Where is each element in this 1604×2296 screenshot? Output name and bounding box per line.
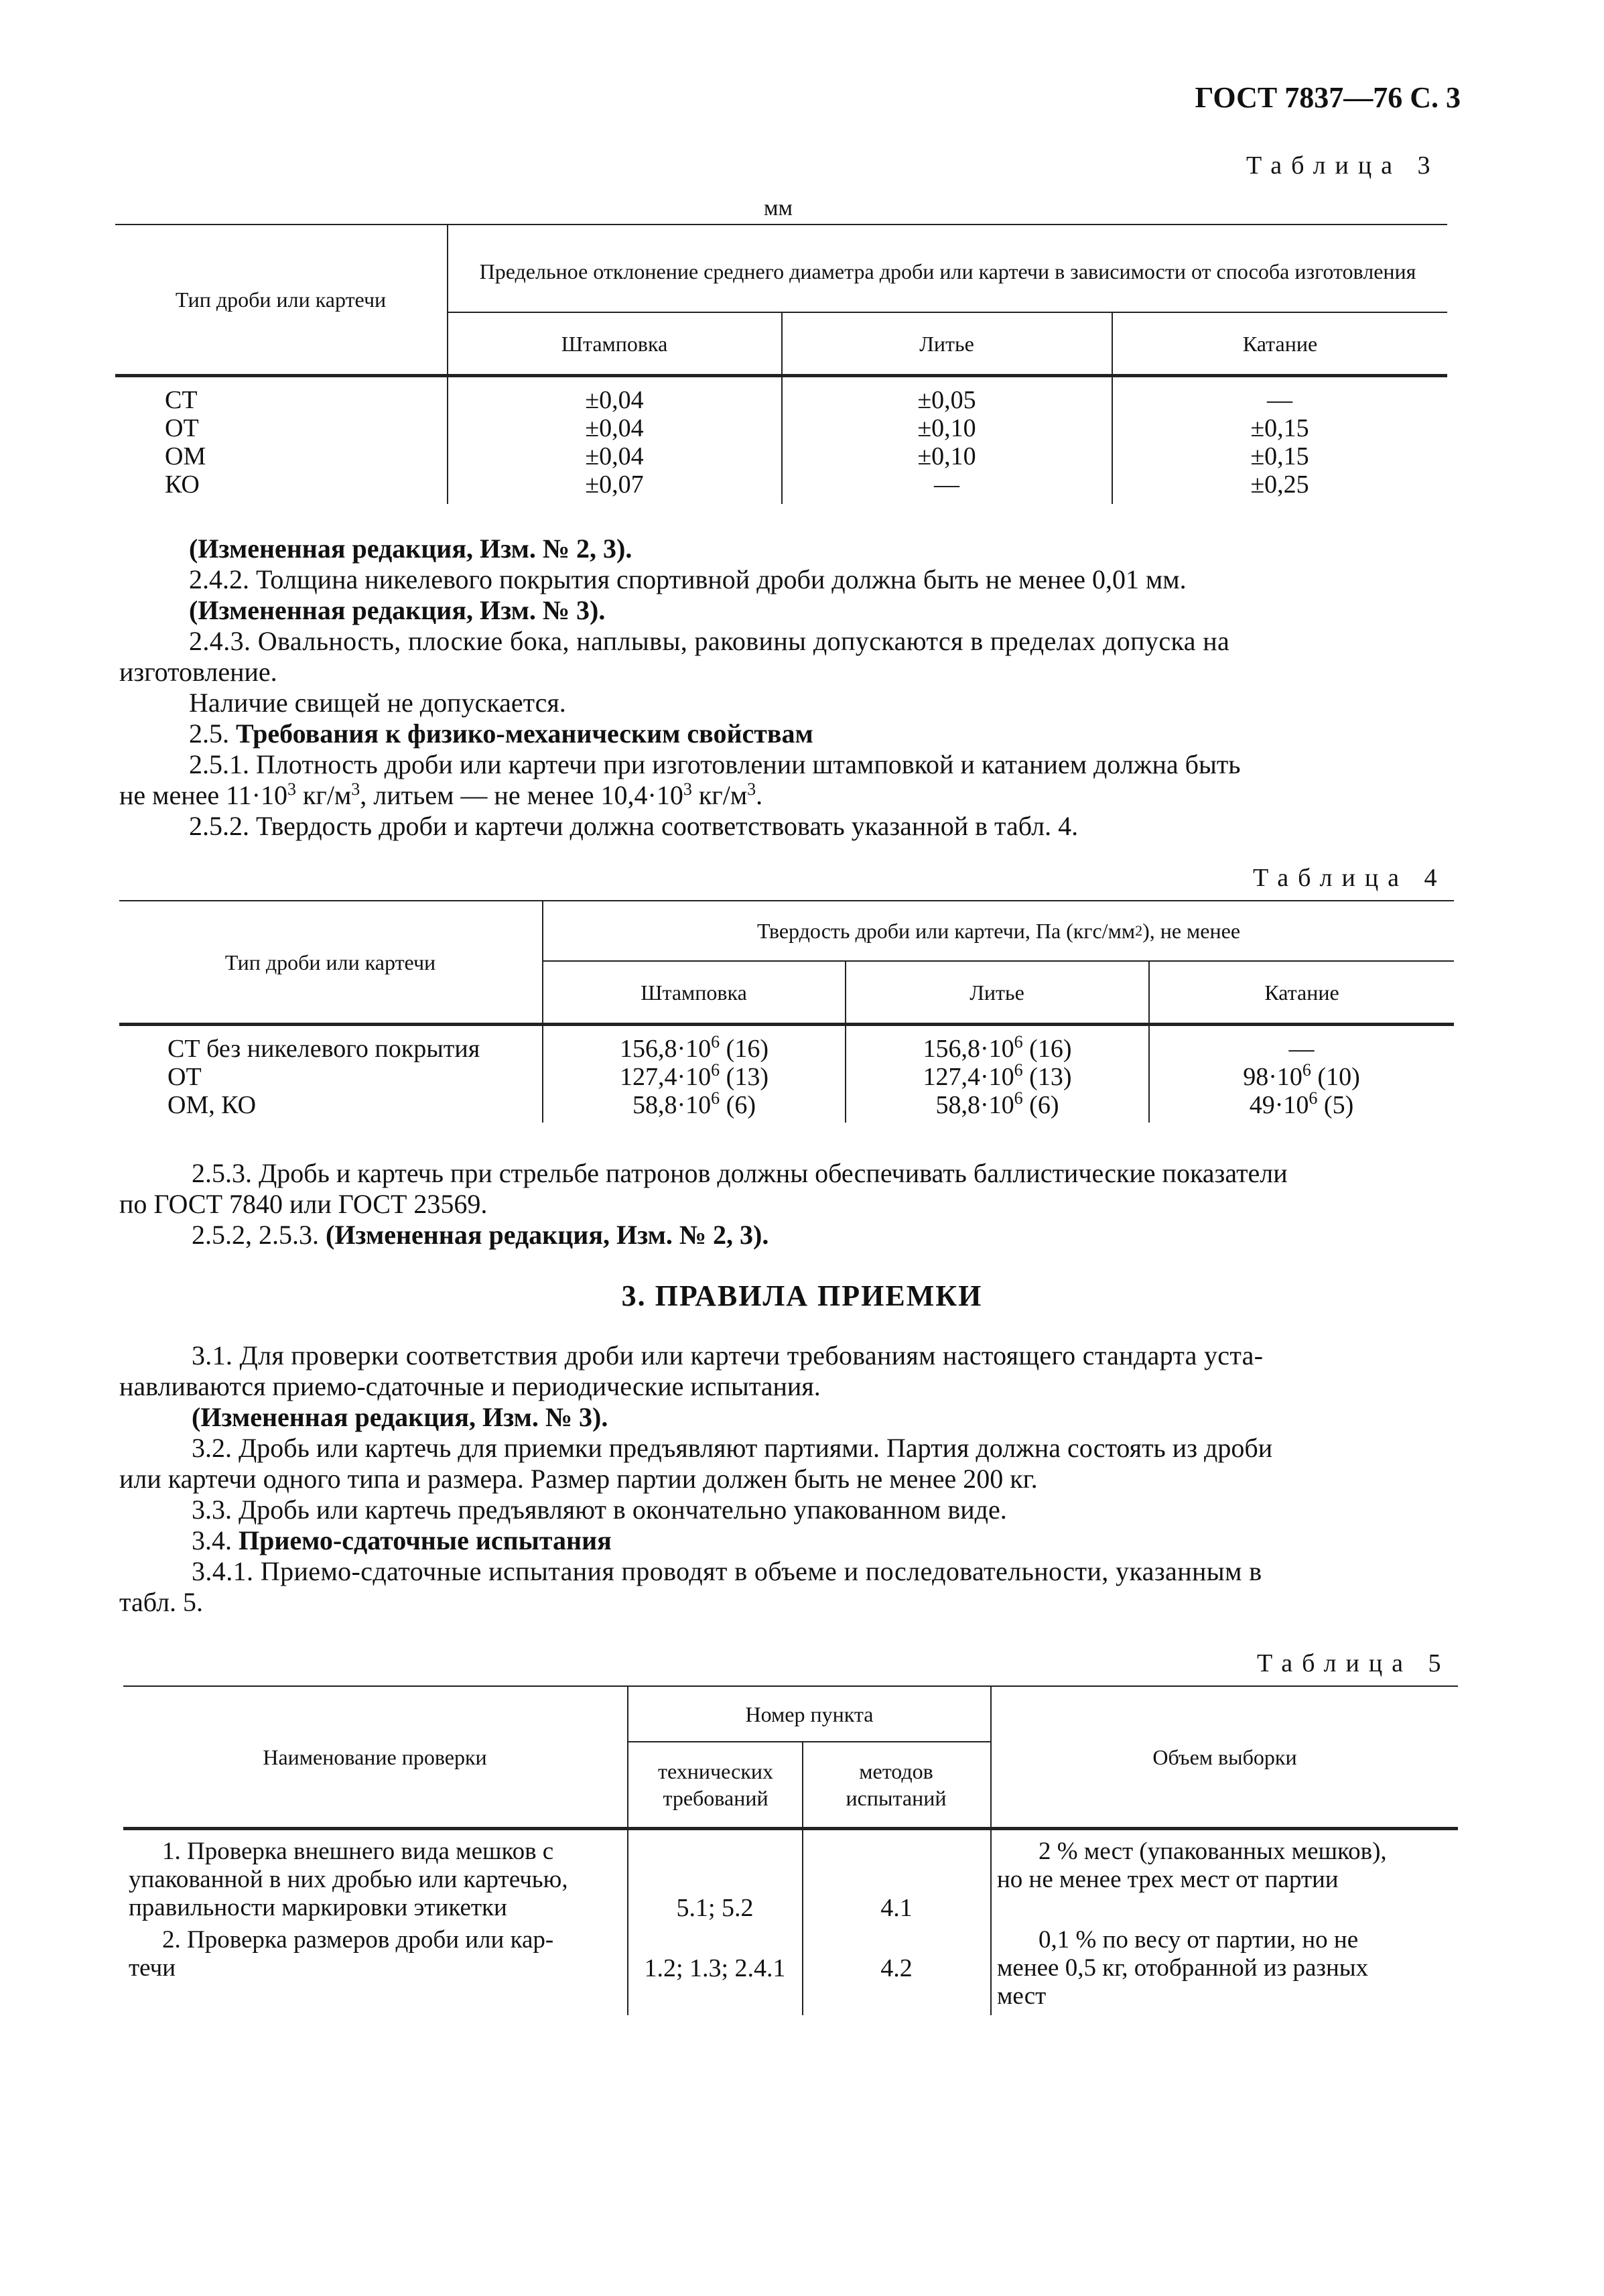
- para-2-5-3: 2.5.3. Дробь и картечь при стрельбе патронов должны обеспечивать баллистические показатели: [192, 1158, 1288, 1188]
- table5-cell-methods: 4.1: [880, 1894, 913, 1922]
- table4-cell: $127,4\cdot 10^6$ (13): [923, 1060, 1072, 1091]
- amend-note: (Измененная редакция, Изм. № 3).: [189, 595, 606, 625]
- para-2-4-3-cont: изготовление.: [119, 657, 277, 687]
- table3-sub-stamp: Штамповка: [561, 332, 668, 356]
- table3-cell: ±0,07: [585, 470, 644, 499]
- amend-note: 2.5.2, 2.5.3. (Измененная редакция, Изм. № 2, 3).: [192, 1220, 769, 1250]
- para-2-4-2: 2.4.2. Толщина никелевого покрытия спортивной дроби должна быть не менее 0,01 мм.: [189, 564, 1187, 594]
- para-3-3: 3.3. Дробь или картечь предъявляют в окончательно упакованном виде.: [192, 1494, 1007, 1525]
- table3-caption: Таблица 3: [1246, 151, 1440, 180]
- table5-row-name: правильности маркировки этикетки: [129, 1894, 507, 1921]
- table3-row-type: ОМ: [165, 442, 206, 470]
- table5-cell-tech: 5.1; 5.2: [676, 1894, 754, 1922]
- table4-col-group: Твердость дроби или картечи, Па (кгс/мм 2 ), не менее: [756, 919, 1241, 943]
- amend-note: (Измененная редакция, Изм. № 3).: [192, 1402, 608, 1432]
- para-2-5-3-cont: по ГОСТ 7840 или ГОСТ 23569.: [119, 1189, 488, 1219]
- table3-cell: ±0,10: [917, 442, 976, 470]
- para-2-5-2: 2.5.2. Твердость дроби и картечи должна соответствовать указанной в табл. 4.: [189, 811, 1079, 841]
- table3-cell: ±0,04: [585, 414, 644, 442]
- table5-cell-sample: но не менее трех мест от партии: [997, 1866, 1339, 1893]
- table3-cell: ±0,04: [585, 442, 644, 470]
- table3-cell: ±0,15: [1250, 442, 1309, 470]
- table4-cell: —: [1288, 1035, 1315, 1063]
- table4-row-type: ОТ: [168, 1063, 202, 1091]
- table3-cell: ±0,04: [585, 386, 644, 414]
- table5-cell-sample: 0,1 % по весу от партии, но не: [1039, 1926, 1359, 1954]
- table3-cell: —: [934, 470, 959, 499]
- para-2-4-3: 2.4.3. Овальность, плоские бока, наплывы, раковины допускаются в пределах допуска на: [189, 626, 1230, 656]
- section-number: 3.4.: [192, 1525, 232, 1555]
- table4-cell: $156,8\cdot 10^6$ (16): [923, 1032, 1072, 1063]
- table3-cell: ±0,10: [917, 414, 976, 442]
- page-header: ГОСТ 7837—76 С. 3: [1195, 81, 1461, 114]
- table5-col-group: Номер пункта: [745, 1702, 874, 1726]
- table3-cell: ±0,05: [917, 386, 976, 414]
- section-title: Приемо-сдаточные испытания: [239, 1525, 612, 1555]
- table3-cell: ±0,25: [1250, 470, 1309, 499]
- table3-cell: —: [1267, 386, 1292, 414]
- table3-row-type: КО: [165, 470, 200, 499]
- table5-row-name: 1. Проверка внешнего вида мешков с: [162, 1838, 554, 1865]
- para-3-1-cont: навливаются приемо-сдаточные и периодические испытания.: [119, 1371, 821, 1401]
- table5-col-name: Наименование проверки: [263, 1744, 487, 1769]
- table5-row-name: упакованной в них дробью или картечью,: [129, 1866, 568, 1893]
- table5-row-name: 2. Проверка размеров дроби или кар-: [162, 1926, 554, 1954]
- table5-col-methods: методов испытаний: [846, 1759, 947, 1810]
- table4-cell: $58,8\cdot 10^6$ (6): [935, 1088, 1059, 1119]
- table4-row-type: СТ без никелевого покрытия: [168, 1035, 480, 1063]
- table4-cell: $58,8\cdot 10^6$ (6): [632, 1088, 756, 1119]
- table3-sub-cast: Литье: [919, 332, 974, 356]
- table4-cell: $49\cdot 10^6$ (5): [1249, 1088, 1354, 1119]
- table5-caption: Таблица 5: [1257, 1649, 1451, 1677]
- para-3-4-1: 3.4.1. Приемо-сдаточные испытания проводят в объеме и последовательности, указанным в: [192, 1556, 1262, 1586]
- table5-cell-sample: менее 0,5 кг, отобранной из разных: [997, 1954, 1369, 1982]
- amend-note: (Измененная редакция, Изм. № 2, 3).: [189, 533, 632, 564]
- table4-caption: Таблица 4: [1253, 864, 1447, 892]
- table4-cell: $98\cdot 10^6$ (10): [1243, 1060, 1360, 1091]
- table5-cell-sample: 2 % мест (упакованных мешков),: [1039, 1838, 1387, 1865]
- section-title: Требования к физико-механическим свойствам: [236, 718, 813, 749]
- table4-sub-stamp: Штамповка: [641, 980, 747, 1005]
- table3-col-group: Предельное отклонение среднего диаметра дроби или картечи в зависимости от способа изготовления: [479, 259, 1416, 283]
- table5-row-name: течи: [129, 1954, 176, 1982]
- section-number: 2.5.: [189, 718, 229, 749]
- table5-cell-methods: 4.2: [880, 1954, 913, 1982]
- table3-row-type: СТ: [165, 386, 198, 414]
- section-3-4: [192, 1525, 612, 1556]
- table4-cell: $156,8\cdot 10^6$ (16): [620, 1032, 768, 1063]
- table5-col-tech: технических требований: [658, 1759, 773, 1810]
- table4-sub-cast: Литье: [970, 980, 1024, 1005]
- section-3-heading: 3. ПРАВИЛА ПРИЕМКИ: [621, 1279, 983, 1312]
- para-2-5-1-cont: не менее $11\cdot 10^3$ $кг/м^3$, литьем — не менее $10,4\cdot 10^3$ $кг/м^3$.: [119, 779, 763, 810]
- para-3-4-1-cont: табл. 5.: [119, 1587, 204, 1617]
- table3-row-type: ОТ: [165, 414, 199, 442]
- table4-sub-roll: Катание: [1264, 980, 1339, 1005]
- table5-col-sample: Объем выборки: [1152, 1744, 1297, 1769]
- table3-sub-roll: Катание: [1242, 332, 1318, 356]
- table4-col-type: Тип дроби или картечи: [224, 950, 436, 974]
- table4-row-type: ОМ, КО: [168, 1091, 257, 1119]
- table3-col-type: Тип дроби или картечи: [175, 288, 387, 312]
- para-3-2: 3.2. Дробь или картечь для приемки предъявляют партиями. Партия должна состоять из дроби: [192, 1433, 1273, 1463]
- para-fistulas: Наличие свищей не допускается.: [189, 688, 566, 718]
- table4-cell: $127,4\cdot 10^6$ (13): [620, 1060, 768, 1091]
- section-2-5: [189, 718, 813, 749]
- table3-cell: ±0,15: [1250, 414, 1309, 442]
- table3-unit: мм: [764, 196, 793, 220]
- para-3-2-cont: или картечи одного типа и размера. Размер партии должен быть не менее 200 кг.: [119, 1464, 1038, 1494]
- table5-cell-tech: 1.2; 1.3; 2.4.1: [644, 1954, 786, 1982]
- para-3-1: 3.1. Для проверки соответствия дроби или картечи требованиям настоящего стандарта уста-: [192, 1340, 1264, 1370]
- para-2-5-1: 2.5.1. Плотность дроби или картечи при изготовлении штамповкой и катанием должна быть: [189, 749, 1241, 779]
- table5-cell-sample: мест: [997, 1982, 1047, 2010]
